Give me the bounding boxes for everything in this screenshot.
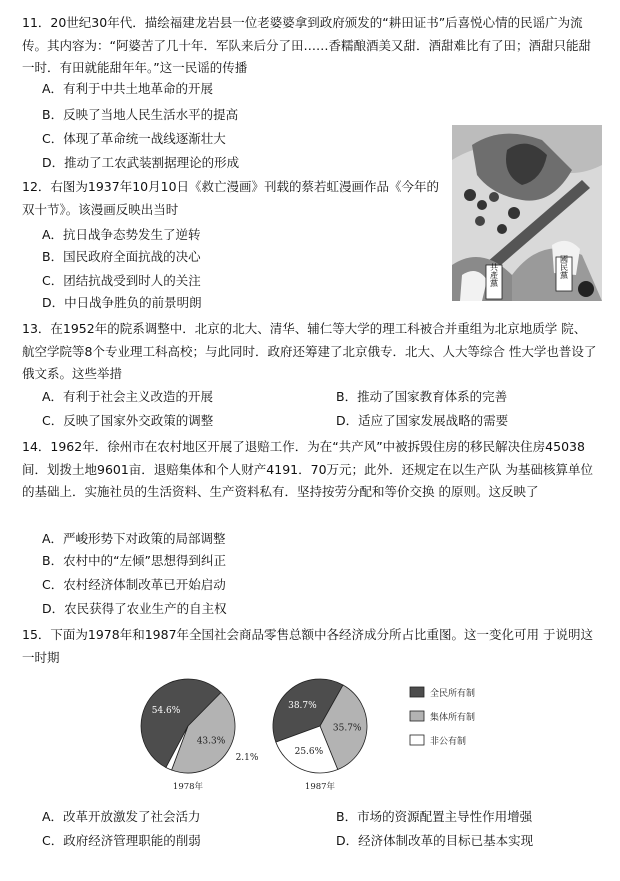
q12-option-c[interactable]: C．团结抗战受到时人的关注	[42, 273, 201, 288]
legend-swatch-2	[410, 735, 424, 745]
pie-1-value-label-2: 25.6%	[294, 746, 324, 757]
q13-option-b[interactable]: B．推动了国家教育体系的完善	[336, 389, 508, 404]
question-13	[22, 318, 598, 386]
legend-label-0: 全民所有制	[430, 689, 476, 699]
legend-label-1: 集体所有制	[430, 713, 476, 723]
question-13-stem: 13．在1952年的院系调整中．北京的北大、清华、辅仁等大学的理工科被合并重组为北京地质学 院、航空学院等8个专业理工科高校；与此同时．政府还筹建了北京俄专．北大、人大等综合 性大学也普设了俄文系。这些举措	[22, 321, 597, 382]
q12-option-d[interactable]: D．中日战争胜负的前景明朗	[42, 295, 202, 310]
pie-chart	[138, 668, 498, 800]
legend-swatch-1	[410, 711, 424, 721]
pie-0-year-label: 1978年	[172, 782, 204, 792]
q15-option-a[interactable]: A．改革开放激发了社会活力	[42, 809, 201, 824]
cartoon-stamp-icon	[578, 281, 594, 297]
cartoon-label-communist: 共產黨	[489, 263, 499, 287]
pie-0-value-label-1: 43.3%	[196, 736, 226, 747]
legend-label-2: 非公有制	[430, 737, 467, 747]
legend-swatch-0	[410, 687, 424, 697]
question-11	[22, 12, 598, 80]
q11-option-c[interactable]: C．体现了革命统一战线逐渐壮大	[42, 131, 226, 146]
pie-0-value-label-2: 2.1%	[235, 753, 259, 763]
cartoon-image	[452, 125, 602, 301]
question-11-stem: 11．20世纪30年代．描绘福建龙岩县一位老婆婆拿到政府颁发的“耕田证书”后喜悦心情的民谣广为流传。其内容为：“阿婆苦了几十年．军队来后分了田……香糯酿酒美又甜．酒甜难比有了田；酒甜只能甜一时．有田就能甜年年。”这一民谣的传播	[22, 15, 591, 76]
pie-0-value-label-0: 54.6%	[151, 705, 181, 716]
q13-option-c[interactable]: C．反映了国家外交政策的调整	[42, 413, 214, 428]
cartoon-label-kmt: 國民黨	[559, 255, 569, 279]
question-14-stem: 14．1962年．徐州市在农村地区开展了退赔工作．为在“共产风”中被拆毁住房的移民解决住房45038间．划拨土地9601亩．退赔集体和个人财产4191．70万元；此外．还规定在以生产队 为基础核算单位的基础上．实施社员的生活资料、生产资料私有．坚持按劳分配和等价交换 的原则。这反映了	[22, 439, 594, 500]
question-15-stem: 15．下面为1978年和1987年全国社会商品零售总额中各经济成分所占比重图。这一变化可用 于说明这一时期	[22, 627, 594, 665]
pie-1-value-label-1: 35.7%	[332, 723, 362, 734]
q11-option-a[interactable]: A．有利于中共土地革命的开展	[42, 81, 214, 96]
q14-option-c[interactable]: C．农村经济体制改革已开始启动	[42, 577, 226, 592]
q15-option-c[interactable]: C．政府经济管理职能的削弱	[42, 833, 201, 848]
question-12-stem: 12．右图为1937年10月10日《救亡漫画》刊载的蔡若虹漫画作品《今年的双十节》。该漫画反映出当时	[22, 179, 440, 217]
pie-1-year-label: 1987年	[304, 782, 336, 792]
q12-option-b[interactable]: B．国民政府全面抗战的决心	[42, 249, 201, 264]
question-15	[22, 624, 598, 669]
question-14	[22, 436, 598, 504]
q11-option-d[interactable]: D．推动了工农武装割据理论的形成	[42, 155, 240, 170]
question-12	[22, 176, 442, 221]
q13-option-a[interactable]: A．有利于社会主义改造的开展	[42, 389, 214, 404]
q15-option-b[interactable]: B．市场的资源配置主导性作用增强	[336, 809, 533, 824]
q14-option-b[interactable]: B．农村中的“左倾”思想得到纠正	[42, 553, 227, 568]
pie-1-value-label-0: 38.7%	[288, 701, 317, 712]
q13-option-d[interactable]: D．适应了国家发展战略的需要	[336, 413, 509, 428]
q14-option-a[interactable]: A．严峻形势下对政策的局部调整	[42, 531, 226, 546]
q12-option-a[interactable]: A．抗日战争态势发生了逆转	[42, 227, 201, 242]
q11-option-b[interactable]: B．反映了当地人民生活水平的提高	[42, 107, 239, 122]
q14-option-d[interactable]: D．农民获得了农业生产的自主权	[42, 601, 227, 616]
q15-option-d[interactable]: D．经济体制改革的目标已基本实现	[336, 833, 534, 848]
